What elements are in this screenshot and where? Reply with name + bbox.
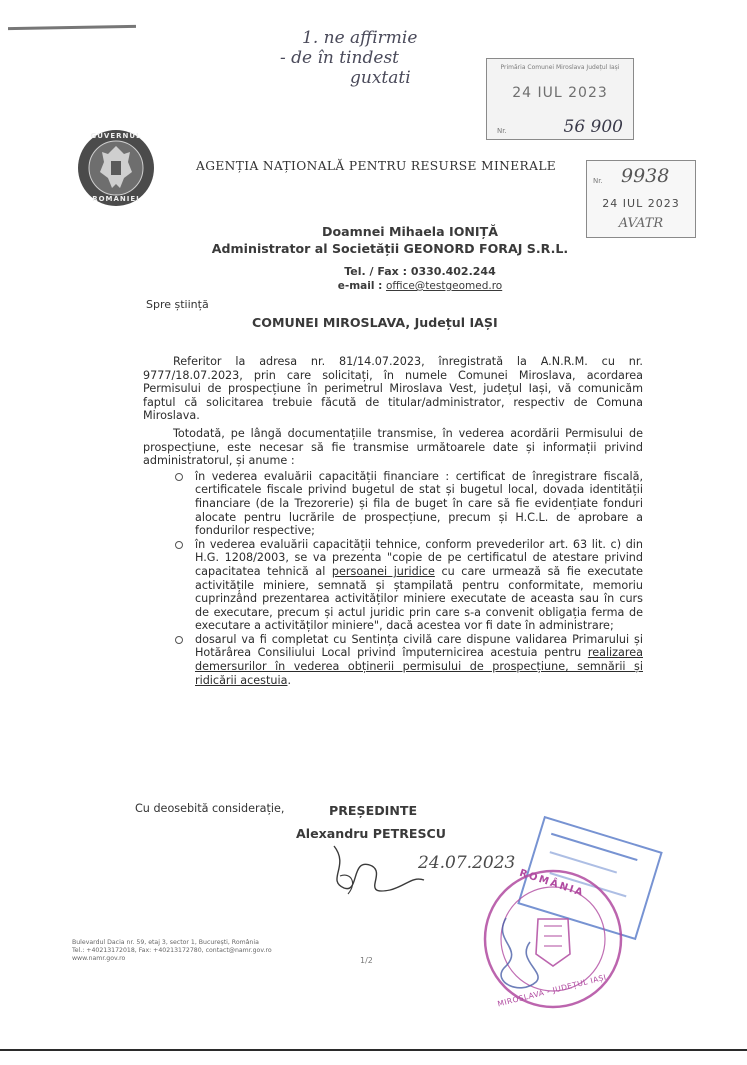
item-2-text-a: în vederea evaluării capacității tehnice, conform prevederilor art. 63 lit. c) din H.G. 1208/2003, se va prezenta "copie de pe certificatul de atestare privind capacitatea tehnică al [195,537,643,578]
signatory-name: Alexandru PETRESCU [296,826,447,841]
cc-recipient: COMUNEI MIROSLAVA, Județul IAȘI [252,315,498,330]
bullet-icon [175,473,183,481]
item-3-text-a: dosarul va fi completat cu Sentința civilă care dispune validarea Primarului și Hotărârea Consiliului Local privind împuternicirea acestuia pentru [195,632,643,660]
cc-label: Spre știință [146,298,209,311]
scan-mark [8,25,136,30]
footer-address-block [72,939,272,963]
list-item [175,633,643,687]
letter-body [143,355,643,687]
recipient-role: Administrator al Societății GEONORD FORAJ S.R.L. [211,241,569,256]
signature [320,836,430,906]
item-2-text-b: cu care urmează să fie executate activitățile miniere, semnată și ștampilată pentru conformitate, memoriu cuprinzând prezentarea activităților miniere executate de aceasta sau în curs de executare, precum și actul juridic prin care s-a convenit obligația ferma de executare a activităților miniere", dacă acestea vor fi date în administrare; [195,564,643,633]
registration-stamp-number-label: Nr. [497,127,507,135]
handwritten-date: 24.07.2023 [418,853,516,873]
paragraph-2: Totodată, pe lângă documentațiile transmise, în vederea acordării Permisului de prospecțiune, este necesar să fie transmise următoarele date și informații privind administratorul, și anume : [143,426,643,468]
recipient-block [180,224,600,293]
agency-stamp-signature: AVATR [618,216,664,231]
handwritten-line-2: - de în tindest [280,48,399,68]
agency-stamp-date: 24 IUL 2023 [602,197,680,210]
page-number: 1/2 [360,956,373,965]
bullet-icon [175,636,183,644]
paragraph-1: Referitor la adresa nr. 81/14.07.2023, înregistrată la A.N.R.M. cu nr. 9777/18.07.2023, prin care solicitați, în numele Comunei Miroslava, acordarea Permisului de prospecțiune în perimetrul Miroslava Vest, județul Iași, vă comunicăm faptul că solicitarea trebuie făcută de titular/administrator, respectiv de Comuna Miroslava. [143,355,643,423]
footer-contact: Tel.: +40213172018, Fax: +40213172780, contact@namr.gov.ro [72,947,272,954]
item-3-underlined: realizarea demersurilor în vederea obținerii permisului de prospecțiune, semnării și ridicării acestuia [195,646,643,687]
registration-stamp-date: 24 IUL 2023 [512,85,608,101]
government-seal [76,128,156,208]
seal-top-text: GUVERNUL [90,132,142,140]
closing-greeting: Cu deosebită considerație, [135,802,285,815]
registration-stamp-number: 56 900 [563,117,623,137]
handwritten-line-3: guxtati [350,68,411,88]
signatory-title: PREȘEDINTE [329,803,418,818]
round-stamp-top-text: ROMÂNIA [517,867,586,900]
recipient-email-label: e-mail : [337,280,386,292]
recipient-email-line [240,280,600,293]
agency-name: AGENȚIA NAȚIONALĂ PENTRU RESURSE MINERALE [196,159,557,173]
seal-bottom-text: ROMÂNIEI [92,195,140,203]
requirements-list [175,470,643,688]
handwritten-line-1: 1. ne affirmie [302,28,418,48]
recipient-phone: Tel. / Fax : 0330.402.244 [344,265,496,278]
item-1-text: în vederea evaluării capacității financiare : certificat de înregistrare fiscală, certificatele fiscale privind bugetul de stat și bugetul local, dovada identității financiare (de la Trezorerie) și fila de buget în care să fie evidențiate fonduri alocate pentru lucrările de prospecțiune, precum și H.C.L. de aprobare a fondurilor respective; [195,469,643,538]
recipient-email[interactable]: office@testgeomed.ro [385,280,503,292]
footer-address: Bulevardul Dacia nr. 59, etaj 3, sector 1, București, România [72,939,259,946]
agency-registration-stamp [586,160,696,238]
registration-stamp [486,58,634,140]
list-item [175,470,643,538]
bottom-border [0,1049,747,1051]
agency-stamp-number-label: Nr. [593,177,603,185]
ink-signature [486,912,556,1002]
round-stamp-bottom-text: MIROSLAVA - JUDEȚUL IAȘI [496,972,608,1009]
item-3-end: . [287,673,292,687]
recipient-name: Doamnei Mihaela IONIȚĂ [322,224,498,239]
bullet-icon [175,541,183,549]
handwritten-note [280,28,490,88]
agency-stamp-number: 9938 [621,165,670,187]
list-item [175,538,643,633]
item-2-underlined: persoanei juridice [331,564,435,578]
registration-stamp-header: Primăria Comunei Miroslava Județul Iași [500,64,620,71]
footer-website[interactable]: www.namr.gov.ro [72,955,126,962]
